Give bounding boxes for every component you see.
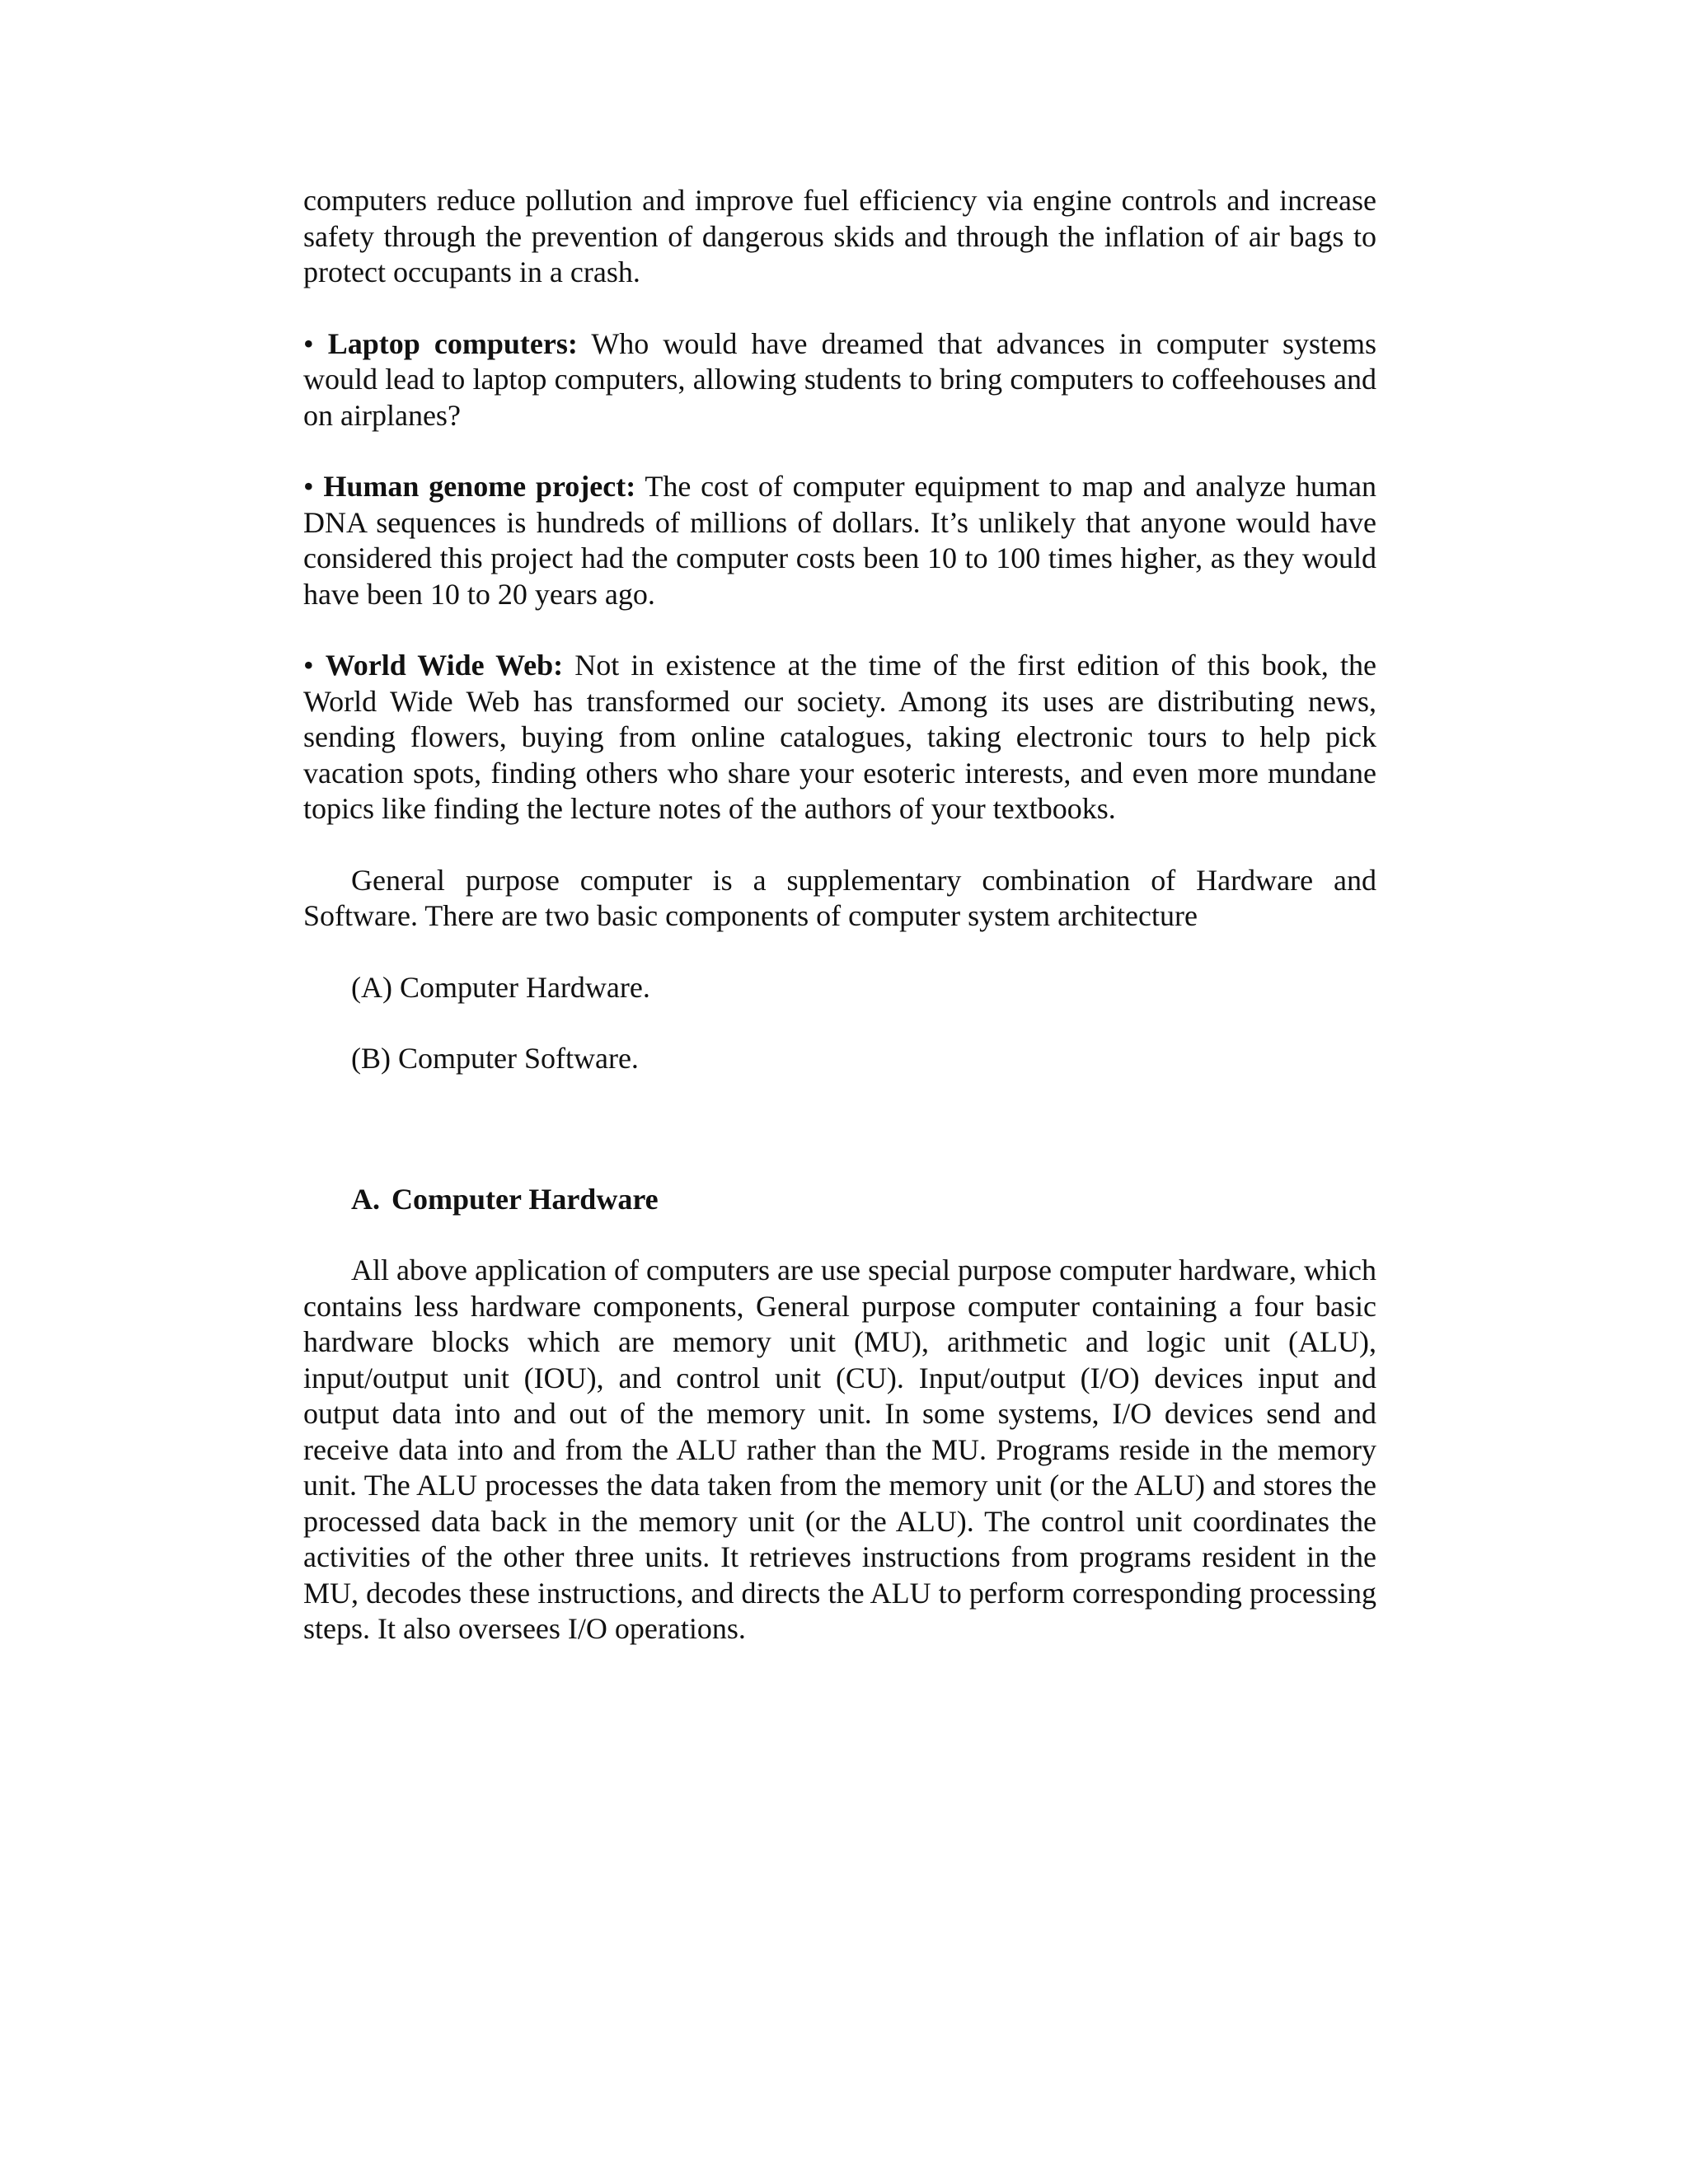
section-label: A. bbox=[351, 1182, 380, 1216]
bullet-laptop-computers bbox=[303, 326, 1376, 434]
section-title: Computer Hardware bbox=[392, 1182, 659, 1216]
bullet-term: Human genome project: bbox=[323, 470, 636, 503]
component-software: (B) Computer Software. bbox=[351, 1042, 639, 1075]
bullet-text: Not in existence at the time of the first edition of this book, the World Wide Web has transformed our society. Among its uses are distributing news, sending flowers, buying from online catalogues, taking electronic tours to help pick vacation spots, finding others who share your esoteric interests, and even more mundane topics like finding the lecture notes of the authors of your textbooks. bbox=[303, 649, 1377, 825]
bullet-mark: • bbox=[303, 326, 314, 360]
bullet-human-genome-project bbox=[303, 469, 1376, 612]
component-hardware: (A) Computer Hardware. bbox=[351, 970, 650, 1004]
bullet-mark: • bbox=[303, 470, 314, 503]
paragraph-automobile-continuation: computers reduce pollution and improve fuel efficiency via engine controls and increase safety through the prevention of dangerous skids and through the inflation of air bags to protect occupants in a crash. bbox=[303, 184, 1376, 288]
paragraph-computer-hardware: All above application of computers are use special purpose computer hardware, which contains less hardware components, General purpose computer containing a four basic hardware blocks which are memory unit (MU), arithmetic and logic unit (ALU), input/output unit (IOU), and control unit (CU). Input/output (I/O) devices input and output data into and out of the memory unit. In some systems, I/O devices send and receive data into and from the ALU rather than the MU. Programs reside in the memory unit. The ALU processes the data taken from the memory unit (or the ALU) and stores the processed data back in the memory unit (or the ALU). The control unit coordinates the activities of the other three units. It retrieves instructions from programs resident in the MU, decodes these instructions, and directs the ALU to perform corresponding processing steps. It also oversees I/O operations. bbox=[303, 1254, 1376, 1645]
bullet-term: World Wide Web: bbox=[325, 649, 564, 682]
bullet-text: The cost of computer equipment to map and analyze human DNA sequences is hundreds of millions of dollars. It’s unlikely that anyone would have considered this project had the computer costs been 10 to 100 times higher, as they would have been 10 to 20 years ago. bbox=[303, 470, 1377, 611]
section-heading bbox=[303, 1182, 1376, 1218]
paragraph-general-purpose: General purpose computer is a supplementary combination of Hardware and Software. There are two basic components of computer system architecture bbox=[303, 863, 1376, 932]
bullet-mark: • bbox=[303, 649, 314, 682]
bullet-text: Who would have dreamed that advances in computer systems would lead to laptop computers, allowing students to bring computers to coffeehouses and on airplanes? bbox=[303, 326, 1377, 432]
bullet-term: Laptop computers: bbox=[327, 326, 578, 360]
bullet-world-wide-web bbox=[303, 648, 1376, 827]
document-page bbox=[303, 183, 1376, 1683]
